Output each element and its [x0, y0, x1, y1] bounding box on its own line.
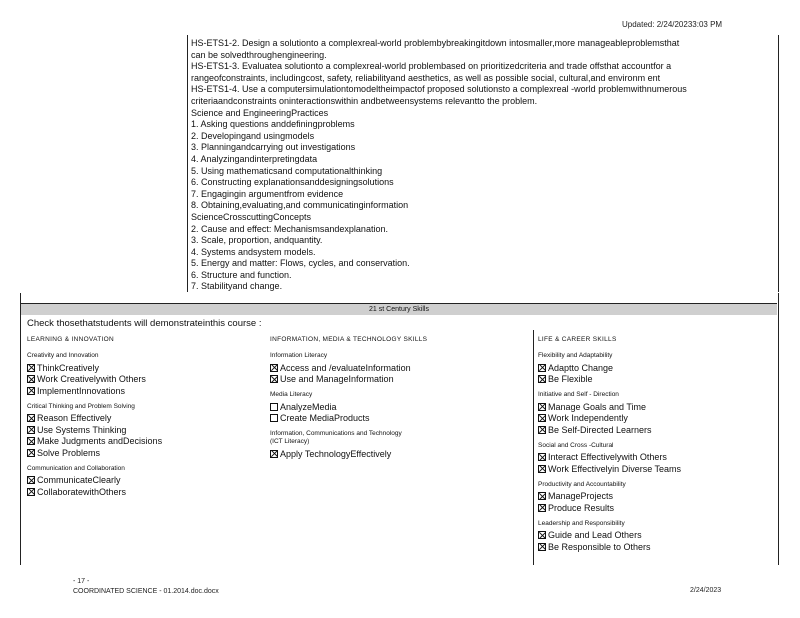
skill-item-label: Work Independently: [548, 413, 628, 424]
standard-line: criteriaandconstraints oninteractionswithin andbetweensystems relevantto the problem.: [191, 95, 538, 106]
skill-category-name: Media Literacy: [270, 391, 313, 398]
checked-checkbox-icon[interactable]: [27, 375, 35, 383]
skill-item[interactable]: [538, 491, 774, 503]
standard-line: ScienceCrosscuttingConcepts: [191, 211, 312, 222]
skills-table-top-border: [20, 293, 777, 304]
skill-category-name: Information, Communications and Technology: [270, 430, 402, 437]
skill-item[interactable]: [538, 502, 774, 514]
skill-item-label: Create MediaProducts: [280, 413, 370, 424]
skill-category: [538, 391, 774, 399]
skill-category: [27, 352, 262, 360]
skill-item-label: Use Systems Thinking: [37, 424, 127, 435]
skill-item-label: Be Flexible: [548, 374, 593, 385]
skill-item[interactable]: [27, 374, 262, 386]
skills-header-bar: 21 st Century Skills: [21, 304, 777, 315]
standard-line: 3. Planningandcarrying out investigations: [191, 142, 356, 153]
checked-checkbox-icon[interactable]: [538, 492, 546, 500]
skill-item[interactable]: [538, 362, 774, 374]
skill-item[interactable]: [27, 413, 262, 425]
checked-checkbox-icon[interactable]: [538, 543, 546, 551]
skill-category: [538, 442, 774, 450]
checked-checkbox-icon[interactable]: [538, 414, 546, 422]
standard-line: 8. Obtaining,evaluating,and communicatinginformation: [191, 200, 409, 211]
skill-item-label: ImplementInnovations: [37, 385, 126, 396]
skills-column-information: [270, 336, 532, 460]
skill-category-name: Creativity and Innovation: [27, 352, 99, 359]
checked-checkbox-icon[interactable]: [27, 437, 35, 445]
checked-checkbox-icon[interactable]: [538, 375, 546, 383]
skill-item-label: Access and /evaluateInformation: [280, 362, 411, 373]
skill-item-label: Make Judgments andDecisions: [37, 436, 163, 447]
skill-item[interactable]: [538, 530, 774, 542]
skill-item-label: Reason Effectively: [37, 413, 112, 424]
checked-checkbox-icon[interactable]: [27, 449, 35, 457]
skill-category: [270, 430, 532, 446]
skill-category-name: Initiative and Self - Direction: [538, 391, 619, 398]
skill-item[interactable]: [27, 362, 262, 374]
footer-date: 2/24/2023: [690, 587, 722, 594]
standard-line: HS-ETS1-3. Evaluatea solutionto a complexreal-world problembased on prioritizedcriteria and trade offsthat accountfor a: [191, 61, 672, 72]
column-title: LEARNING & INNOVATION: [27, 336, 114, 343]
checked-checkbox-icon[interactable]: [27, 426, 35, 434]
skill-item[interactable]: [270, 448, 532, 460]
skill-item-label: ThinkCreatively: [37, 362, 100, 373]
skill-item-label: Be Responsible to Others: [548, 541, 651, 552]
skill-item-label: CommunicateClearly: [37, 475, 121, 486]
standard-line: HS-ETS1-2. Design a solutionto a complexreal-world problembybreakingitdown intosmaller,more manageableproblemsthat: [191, 38, 680, 48]
standard-line: 4. Systems andsystem models.: [191, 246, 316, 257]
skill-category: [538, 352, 774, 360]
checked-checkbox-icon[interactable]: [538, 453, 546, 461]
skill-item[interactable]: [27, 447, 262, 459]
skills-column-learning: [27, 336, 262, 498]
standard-line: 5. Using mathematicsand computationalthinking: [191, 165, 383, 176]
checked-checkbox-icon[interactable]: [27, 488, 35, 496]
skill-item-label: Produce Results: [548, 502, 615, 513]
standards-text: [191, 38, 775, 293]
skill-category: [538, 481, 774, 489]
standard-line: rangeofconstraints, includingcost, safety, reliabilityand aesthetics, as well as possible social, cultural,and environm ent: [191, 72, 661, 83]
standard-line: HS-ETS1-4. Use a computersimulationtomodeltheimpactof proposed solutionsto a complexreal -world problemwithnumerous: [191, 84, 687, 95]
skill-item[interactable]: [27, 436, 262, 448]
skills-column-life-career: [538, 336, 774, 553]
skill-item[interactable]: [538, 413, 774, 425]
checked-checkbox-icon[interactable]: [538, 364, 546, 372]
skill-category-name: Critical Thinking and Problem Solving: [27, 402, 135, 410]
skill-category-name: Leadership and Responsibility: [538, 519, 625, 527]
skill-category: [270, 391, 532, 399]
skill-category: [27, 403, 262, 411]
page-number: - 17 -: [73, 578, 90, 585]
standard-line: 2. Developingand usingmodels: [191, 130, 315, 141]
skill-item-label: Adaptto Change: [548, 362, 614, 373]
skill-item-label: Manage Goals and Time: [548, 401, 647, 412]
checked-checkbox-icon[interactable]: [27, 476, 35, 484]
skill-category-name-continued: (ICT Literacy): [270, 438, 310, 445]
skill-item-label: ManageProjects: [548, 491, 614, 502]
skill-item-label: Work Creativelywith Others: [37, 374, 146, 385]
skills-intro: Check thosethatstudents will demonstrateinthis course :: [27, 318, 262, 329]
skill-item[interactable]: [270, 362, 532, 374]
skill-category-name: Productivity and Accountability: [538, 480, 626, 488]
standard-line: 6. Structure and function.: [191, 269, 292, 280]
checked-checkbox-icon[interactable]: [27, 414, 35, 422]
checked-checkbox-icon[interactable]: [270, 364, 278, 372]
standard-line: 2. Cause and effect: Mechanismsandexplanation.: [191, 223, 388, 234]
skill-category: [270, 352, 532, 360]
column-title: INFORMATION, MEDIA & TECHNOLOGY SKILLS: [270, 336, 428, 343]
checked-checkbox-icon[interactable]: [538, 426, 546, 434]
skill-item[interactable]: [27, 385, 262, 397]
standard-line: 7. Engagingin argumentfrom evidence: [191, 188, 344, 199]
column-divider: [533, 330, 534, 565]
file-name: COORDINATED SCIENCE - 01.2014.doc.docx: [73, 588, 219, 595]
skill-item-label: CollaboratewithOthers: [37, 486, 127, 497]
skill-item[interactable]: [27, 424, 262, 436]
checked-checkbox-icon[interactable]: [27, 387, 35, 395]
skill-category-name: Social and Cross -Cultural: [538, 441, 614, 449]
standard-line: Science and EngineeringPractices: [191, 107, 329, 118]
standard-line: 3. Scale, proportion, andquantity.: [191, 235, 323, 246]
skill-category-name: Information Literacy: [270, 352, 328, 359]
column-title: LIFE & CAREER SKILLS: [538, 336, 617, 343]
skill-item-label: Work Effectivelyin Diverse Teams: [548, 463, 682, 474]
skill-item[interactable]: [270, 401, 532, 413]
skill-item-label: AnalyzeMedia: [280, 401, 337, 412]
checked-checkbox-icon[interactable]: [538, 504, 546, 512]
skill-item-label: Apply TechnologyEffectively: [280, 448, 392, 459]
checked-checkbox-icon[interactable]: [538, 465, 546, 473]
skill-item[interactable]: [538, 541, 774, 553]
checked-checkbox-icon[interactable]: [27, 364, 35, 372]
skill-category: [27, 465, 262, 473]
standard-line: 4. Analyzingandinterpretingdata: [191, 153, 318, 164]
footer-left: [73, 577, 219, 597]
skill-item-label: Guide and Lead Others: [548, 530, 642, 541]
skill-item[interactable]: [538, 401, 774, 413]
skill-item-label: Interact Effectivelywith Others: [548, 452, 667, 463]
skill-item-label: Be Self-Directed Learners: [548, 424, 652, 435]
skill-item[interactable]: [27, 486, 262, 498]
unchecked-checkbox-icon[interactable]: [270, 403, 278, 411]
skill-category-name: Flexibility and Adaptability: [538, 352, 613, 359]
checked-checkbox-icon[interactable]: [538, 403, 546, 411]
skill-item-label: Solve Problems: [37, 447, 101, 458]
skill-item[interactable]: [270, 374, 532, 386]
skill-item[interactable]: [270, 413, 532, 425]
checked-checkbox-icon[interactable]: [270, 375, 278, 383]
standard-line: 7. Stabilityand change.: [191, 281, 283, 292]
skill-item[interactable]: [538, 374, 774, 386]
skill-category-name: Communication and Collaboration: [27, 464, 125, 472]
checked-checkbox-icon[interactable]: [538, 531, 546, 539]
standard-line: can be solvedthroughengineering.: [191, 49, 327, 60]
skill-category: [538, 520, 774, 528]
updated-timestamp: Updated: 2/24/20233:03 PM: [622, 20, 723, 29]
skill-item[interactable]: [538, 452, 774, 464]
checked-checkbox-icon[interactable]: [270, 450, 278, 458]
skill-item[interactable]: [27, 475, 262, 487]
standard-line: 6. Constructing explanationsanddesigningsolutions: [191, 177, 394, 188]
unchecked-checkbox-icon[interactable]: [270, 414, 278, 422]
skill-item-label: Use and ManageInformation: [280, 374, 394, 385]
skill-item[interactable]: [538, 424, 774, 436]
skill-item[interactable]: [538, 463, 774, 475]
standard-line: 1. Asking questions anddefiningproblems: [191, 119, 355, 130]
standard-line: 5. Energy and matter: Flows, cycles, and conservation.: [191, 258, 410, 269]
